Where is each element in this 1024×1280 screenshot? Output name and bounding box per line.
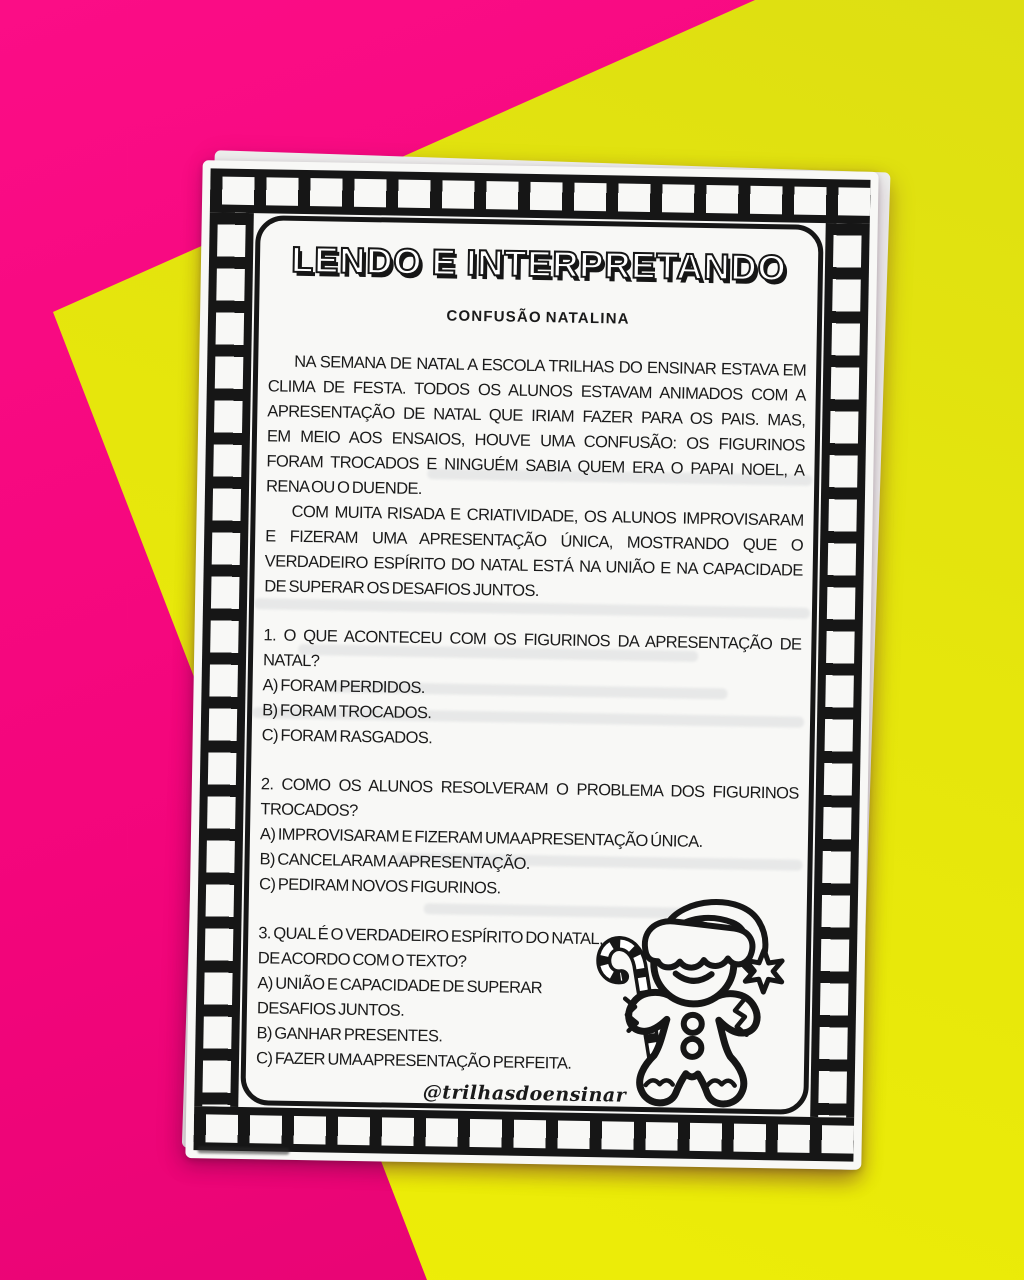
question-3-option-a-continued: DESAFIOS JUNTOS. bbox=[256, 999, 405, 1020]
question-1 bbox=[262, 623, 802, 757]
worksheet-page bbox=[185, 160, 878, 1170]
question-3-option-b: B) GANHAR PRESENTES. bbox=[256, 1024, 443, 1046]
story-title: CONFUSÃO NATALINA bbox=[446, 307, 630, 328]
button bbox=[683, 1039, 701, 1057]
paragraph-line: VERDADEIRO ESPÍRITO DO NATAL ESTÁ NA UNIÃO E NA CAPACIDADE bbox=[264, 552, 803, 580]
question-3-option-a: A) UNIÃO E CAPACIDADE DE SUPERAR bbox=[257, 974, 543, 998]
page-title: LENDO E INTERPRETANDO bbox=[290, 238, 787, 289]
question-2-stem: TROCADOS? bbox=[260, 800, 358, 820]
print-artifact bbox=[197, 1146, 289, 1155]
story-paragraph-1 bbox=[266, 349, 807, 508]
paragraph-line: E FIZERAM UMA APRESENTAÇÃO ÚNICA, MOSTRANDO QUE O bbox=[265, 527, 804, 555]
question-2-option-b: B) CANCELARAM A APRESENTAÇÃO. bbox=[259, 850, 530, 873]
question-1-option-a: A) FORAM PERDIDOS. bbox=[262, 676, 425, 698]
paragraph-line: EM MEIO AOS ENSAIOS, HOUVE UMA CONFUSÃO: OS FIGURINOS bbox=[266, 427, 806, 455]
question-3-stem: 3. QUAL É O VERDADEIRO ESPÍRITO DO NATAL, bbox=[258, 924, 604, 949]
paragraph-line: NA SEMANA DE NATAL A ESCOLA TRILHAS DO ENSINAR ESTAVA EM bbox=[294, 352, 807, 380]
question-3-stem: DE ACORDO COM O TEXTO? bbox=[257, 949, 467, 971]
question-3-option-c: C) FAZER UMA APRESENTAÇÃO PERFEITA. bbox=[255, 1049, 572, 1073]
question-1-stem: 1. O QUE ACONTECEU COM OS FIGURINOS DA APRESENTAÇÃO DE bbox=[263, 626, 802, 654]
question-2-stem: 2. COMO OS ALUNOS RESOLVERAM O PROBLEMA DOS FIGURINOS bbox=[260, 775, 799, 803]
worksheet-content bbox=[245, 220, 818, 1110]
instagram-handle: @trilhasdoensinar bbox=[422, 1081, 627, 1107]
santa-hat-brim bbox=[644, 921, 752, 969]
story-paragraph-2 bbox=[264, 499, 804, 608]
inner-frame-border bbox=[240, 215, 823, 1115]
button bbox=[684, 1015, 702, 1033]
paragraph-line: CLIMA DE FESTA. TODOS OS ALUNOS ESTAVAM ANIMADOS COM A bbox=[267, 377, 806, 405]
paragraph-line: APRESENTAÇÃO DE NATAL QUE IRIAM FAZER PARA OS PAIS. MAS, bbox=[267, 402, 806, 430]
paragraph-line: FORAM TROCADOS E NINGUÉM SABIA QUEM ERA O PAPAI NOEL, A bbox=[266, 452, 805, 480]
paragraph-line: RENA OU O DUENDE. bbox=[265, 477, 423, 499]
question-2-option-c: C) PEDIRAM NOVOS FIGURINOS. bbox=[258, 875, 501, 898]
paragraph-line: DE SUPERAR OS DESAFIOS JUNTOS. bbox=[264, 577, 540, 601]
question-1-option-b: B) FORAM TROCADOS. bbox=[262, 701, 432, 723]
question-2-option-a: A) IMPROVISARAM E FIZERAM UMA APRESENTAÇÃO ÚNICA. bbox=[259, 825, 703, 852]
question-1-option-c: C) FORAM RASGADOS. bbox=[261, 726, 433, 748]
paragraph-line: COM MUITA RISADA E CRIATIVIDADE, OS ALUNOS IMPROVISARAM bbox=[291, 502, 804, 530]
question-1-stem: NATAL? bbox=[262, 651, 320, 671]
